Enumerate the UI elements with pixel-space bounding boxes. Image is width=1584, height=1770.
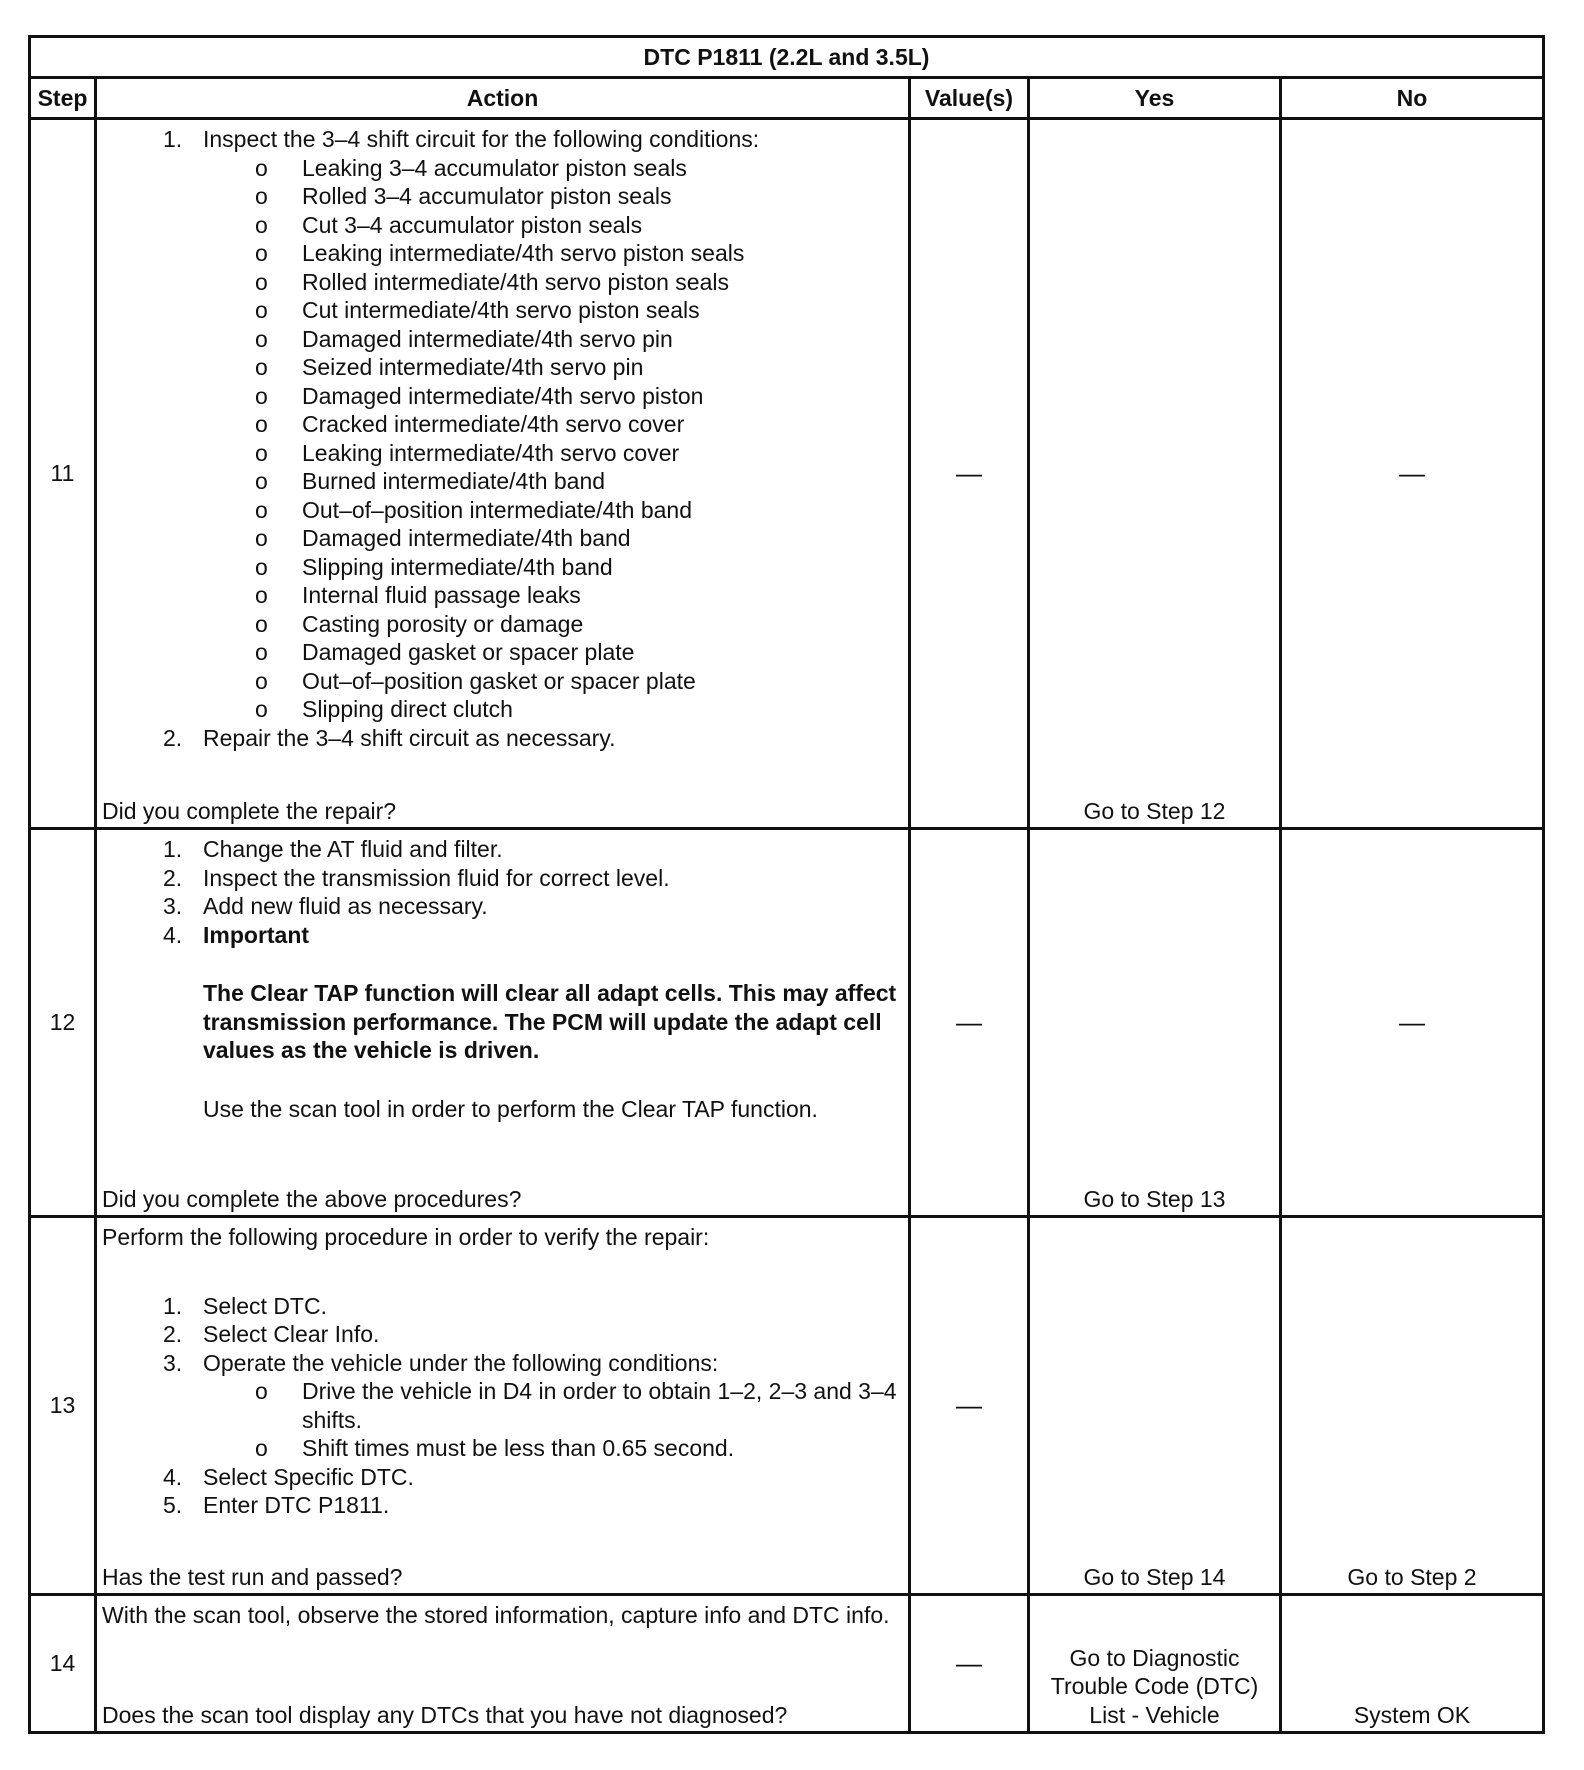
bullet-item: o Leaking intermediate/4th servo piston seals	[102, 239, 902, 268]
bullet-item: o Slipping intermediate/4th band	[102, 553, 902, 582]
values-cell: —	[910, 829, 1029, 1217]
question: Has the test run and passed?	[102, 1563, 403, 1590]
list-item: 2. Select Clear Info.	[163, 1321, 380, 1347]
dtc-table	[28, 35, 1545, 1734]
header-no: No	[1281, 78, 1544, 119]
bullet-icon: o	[255, 240, 268, 266]
bullet-item: o Shift times must be less than 0.65 second.	[102, 1434, 902, 1463]
list-item: 4. Select Specific DTC.	[163, 1463, 414, 1490]
no-cell: Go to Step 2	[1281, 1217, 1544, 1595]
list-item: 1. Select DTC.	[163, 1292, 327, 1319]
list-item: 3. Operate the vehicle under the following conditions:	[163, 1349, 719, 1376]
bullet-item: o Slipping direct clutch	[102, 695, 902, 724]
bullet-icon: o	[255, 297, 268, 323]
bullet-item: o Damaged intermediate/4th servo pin	[102, 325, 902, 354]
list-item: 3. Add new fluid as necessary.	[163, 893, 488, 919]
bullet-item: o Leaking intermediate/4th servo cover	[102, 439, 902, 468]
bullet-item: o Casting porosity or damage	[102, 610, 902, 639]
list-item: 2. Inspect the transmission fluid for correct level.	[163, 864, 670, 891]
bullet-item: o Seized intermediate/4th servo pin	[102, 353, 902, 382]
yes-cell: Go to Step 14	[1029, 1217, 1281, 1595]
no-cell: —	[1281, 829, 1544, 1217]
bullet-icon: o	[255, 354, 268, 380]
bullet-item: o Damaged gasket or spacer plate	[102, 638, 902, 667]
table-row-step-12	[30, 829, 1544, 1217]
header-action: Action	[96, 78, 910, 119]
values-cell: —	[910, 1595, 1029, 1733]
bullet-item: o Cut 3–4 accumulator piston seals	[102, 211, 902, 240]
table-row-step-14	[30, 1595, 1544, 1733]
bullet-icon: o	[255, 553, 268, 580]
values-cell: —	[910, 119, 1029, 829]
list-item: 1. Change the AT fluid and filter.	[163, 836, 503, 862]
bullet-icon: o	[255, 696, 268, 722]
header-step: Step	[30, 78, 96, 119]
bullet-item: o Drive the vehicle in D4 in order to obtain 1–2, 2–3 and 3–4 shifts.	[102, 1377, 902, 1434]
bullet-icon: o	[255, 268, 268, 295]
values-cell: —	[910, 1217, 1029, 1595]
important-label: Important	[203, 921, 310, 948]
bullet-icon: o	[255, 496, 268, 523]
question: Does the scan tool display any DTCs that you have not diagnosed?	[102, 1701, 788, 1728]
header-row	[30, 78, 1544, 119]
question: Did you complete the above procedures?	[102, 1185, 522, 1212]
bullet-item: o Cracked intermediate/4th servo cover	[102, 410, 902, 439]
bullet-icon: o	[255, 582, 268, 608]
bullet-item: o Internal fluid passage leaks	[102, 581, 902, 610]
step-number: 13	[30, 1217, 96, 1595]
question: Did you complete the repair?	[102, 797, 397, 824]
instruction: With the scan tool, observe the stored information, capture info and DTC info.	[102, 1602, 890, 1628]
bullet-icon: o	[255, 610, 268, 637]
bullet-icon: o	[255, 183, 268, 209]
yes-cell: Go to Step 12	[1029, 119, 1281, 829]
step-number: 12	[30, 829, 96, 1217]
bullet-icon: o	[255, 439, 268, 466]
bullet-icon: o	[255, 639, 268, 665]
bullet-item: o Out–of–position gasket or spacer plate	[102, 667, 902, 696]
action-cell	[96, 1217, 910, 1595]
intro-text: Perform the following procedure in order to verify the repair:	[102, 1224, 710, 1250]
step-number: 14	[30, 1595, 96, 1733]
bullet-icon: o	[255, 667, 268, 694]
step-number: 11	[30, 119, 96, 829]
list-item: 2. Repair the 3–4 shift circuit as necessary.	[163, 724, 616, 751]
bullet-item: o Rolled intermediate/4th servo piston seals	[102, 268, 902, 297]
header-yes: Yes	[1029, 78, 1281, 119]
bullet-icon: o	[255, 154, 268, 181]
bullet-item: o Damaged intermediate/4th servo piston	[102, 382, 902, 411]
bullet-icon: o	[255, 468, 268, 494]
table-row-step-13	[30, 1217, 1544, 1595]
yes-cell: Go to Step 13	[1029, 829, 1281, 1217]
condition-list	[102, 154, 902, 724]
bullet-item: o Leaking 3–4 accumulator piston seals	[102, 154, 902, 183]
bullet-item: o Cut intermediate/4th servo piston seals	[102, 296, 902, 325]
no-cell: —	[1281, 119, 1544, 829]
header-values: Value(s)	[910, 78, 1029, 119]
list-item: 1. Inspect the 3–4 shift circuit for the following conditions:	[163, 126, 760, 152]
bullet-icon: o	[255, 211, 268, 238]
instruction: Use the scan tool in order to perform the Clear TAP function.	[203, 1095, 818, 1122]
bullet-icon: o	[255, 1378, 268, 1404]
table-title: DTC P1811 (2.2L and 3.5L)	[30, 37, 1544, 78]
action-cell	[96, 829, 910, 1217]
bullet-icon: o	[255, 1435, 268, 1461]
table-row-step-11	[30, 119, 1544, 829]
list-item: 4. Important	[102, 921, 902, 950]
bullet-icon: o	[255, 525, 268, 551]
action-cell	[96, 119, 910, 829]
yes-cell: Go to Diagnostic Trouble Code (DTC) List - Vehicle	[1029, 1595, 1281, 1733]
no-cell: System OK	[1281, 1595, 1544, 1733]
action-cell	[96, 1595, 910, 1733]
list-item: 5. Enter DTC P1811.	[163, 1492, 390, 1518]
bullet-item: o Burned intermediate/4th band	[102, 467, 902, 496]
bullet-item: o Damaged intermediate/4th band	[102, 524, 902, 553]
bullet-icon: o	[255, 382, 268, 409]
bullet-item: o Out–of–position intermediate/4th band	[102, 496, 902, 525]
bullet-icon: o	[255, 325, 268, 352]
bullet-icon: o	[255, 411, 268, 437]
bullet-item: o Rolled 3–4 accumulator piston seals	[102, 182, 902, 211]
important-notice: The Clear TAP function will clear all adapt cells. This may affect transmission performance. The PCM will update the adapt cell values as the vehicle is driven.	[203, 980, 897, 1063]
